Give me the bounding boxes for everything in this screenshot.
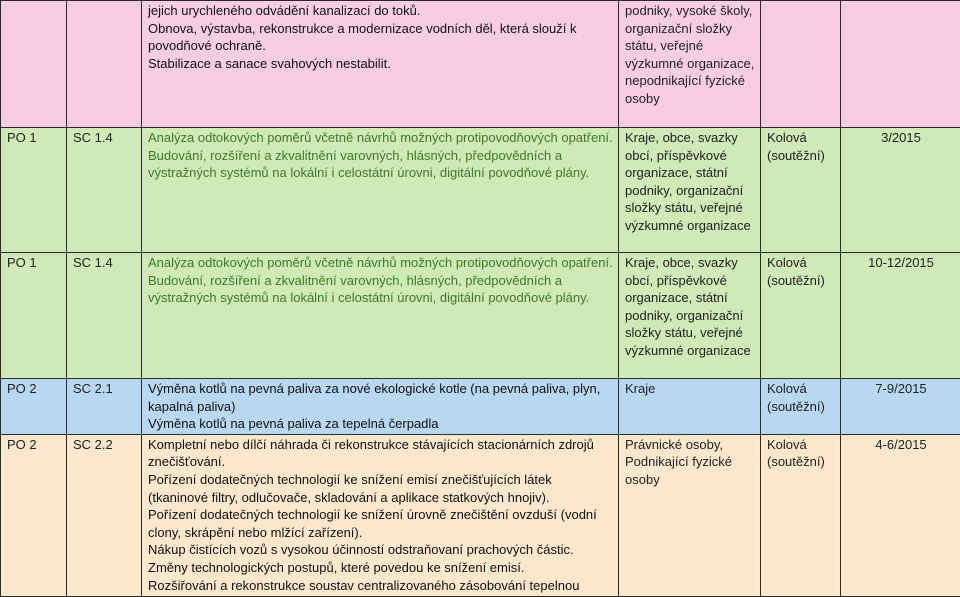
table-row [1, 128, 960, 253]
activity-line: Budování, rozšíření a zkvalitnění varovných, hlásných, předpovědních a výstražných systémů na lokální i celostátní úrovni, digitální povodňové plány. [148, 147, 613, 182]
date-cell: 10-12/2015 [841, 253, 960, 379]
type-cell: Kolová (soutěžní) [761, 253, 841, 379]
date-cell: 3/2015 [841, 128, 960, 253]
applicants-cell: Právnické osoby, Podnikající fyzické osoby [619, 434, 761, 596]
activity-line: jejich urychleného odvádění kanalizací do toků. [148, 2, 613, 20]
activity-line: Pořízení dodatečných technologií ke snížení úrovně znečištění ovzduší (vodní clony, skrápění nebo mlžící zařízení). [148, 506, 613, 541]
activities-cell [142, 1, 619, 128]
type-cell [761, 1, 841, 128]
table-row [1, 434, 960, 596]
activity-line: Změny technologických postupů, které povedou ke snížení emisí. [148, 559, 613, 577]
activity-line: Obnova, výstavba, rekonstrukce a modernizace vodních děl, která slouží k povodňové ochraně. [148, 20, 613, 55]
po-cell [1, 1, 67, 128]
po-cell: PO 1 [1, 253, 67, 379]
date-cell: 7-9/2015 [841, 379, 960, 435]
sc-cell: SC 2.1 [67, 379, 142, 435]
activities-cell [142, 434, 619, 596]
activity-line: Výměna kotlů na pevná paliva za nové ekologické kotle (na pevná paliva, plyn, kapalná paliva) [148, 380, 613, 415]
applicants-cell: podniky, vysoké školy, organizační složky státu, veřejné výzkumné organizace, nepodnikající fyzické osoby [619, 1, 761, 128]
activity-line: Budování, rozšíření a zkvalitnění varovných, hlásných, předpovědních a výstražných systémů na lokální i celostátní úrovni, digitální povodňové plány. [148, 272, 613, 307]
type-cell: Kolová (soutěžní) [761, 128, 841, 253]
sc-cell: SC 1.4 [67, 128, 142, 253]
applicants-cell: Kraje, obce, svazky obcí, příspěvkové organizace, státní podniky, organizační složky státu, veřejné výzkumné organizace [619, 128, 761, 253]
table-row [1, 379, 960, 435]
date-cell [841, 1, 960, 128]
activity-line: Pořízení dodatečných technologií ke snížení emisí znečišťujících látek (tkaninové filtry, odlučovače, skladování a aplikace statkových hnojiv). [148, 471, 613, 506]
activities-cell [142, 379, 619, 435]
activity-line: Nákup čistících vozů s vysokou účinností odstraňovaní prachových částic. [148, 541, 613, 559]
applicants-cell: Kraje, obce, svazky obcí, příspěvkové organizace, státní podniky, organizační složky státu, veřejné výzkumné organizace [619, 253, 761, 379]
applicants-cell: Kraje [619, 379, 761, 435]
activity-line: Výměna kotlů na pevná paliva za tepelná čerpadla [148, 415, 613, 433]
activity-line: Rozšiřování a rekonstrukce soustav centralizovaného zásobování tepelnou [148, 577, 613, 595]
type-cell: Kolová (soutěžní) [761, 379, 841, 435]
table-row [1, 1, 960, 128]
activities-cell [142, 128, 619, 253]
activity-line: Analýza odtokových poměrů včetně návrhů možných protipovodňových opatření. [148, 129, 613, 147]
type-cell: Kolová (soutěžní) [761, 434, 841, 596]
sc-cell: SC 2.2 [67, 434, 142, 596]
po-cell: PO 2 [1, 379, 67, 435]
po-cell: PO 2 [1, 434, 67, 596]
activities-cell [142, 253, 619, 379]
date-cell: 4-6/2015 [841, 434, 960, 596]
sc-cell: SC 1.4 [67, 253, 142, 379]
po-cell: PO 1 [1, 128, 67, 253]
activity-line: Analýza odtokových poměrů včetně návrhů možných protipovodňových opatření. [148, 254, 613, 272]
sc-cell [67, 1, 142, 128]
activity-line: Kompletní nebo dílčí náhrada či rekonstrukce stávajících stacionárních zdrojů znečišťování. [148, 436, 613, 471]
activity-line: Stabilizace a sanace svahových nestabilit. [148, 55, 613, 73]
table-row [1, 253, 960, 379]
